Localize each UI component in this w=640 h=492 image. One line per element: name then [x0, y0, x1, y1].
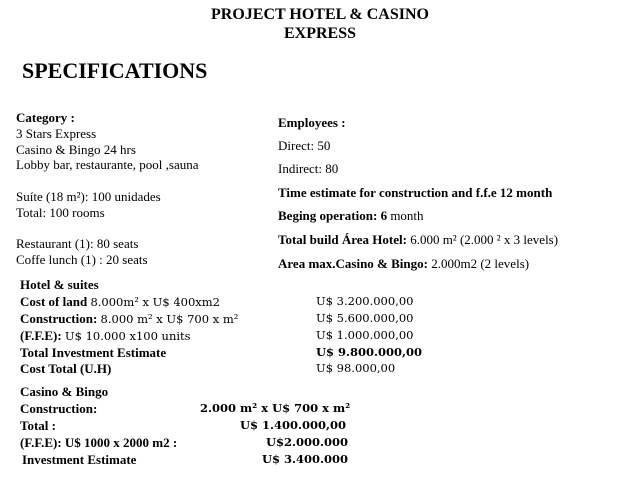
casino-area-value: 2.000m2 (2 levels): [431, 256, 530, 271]
time-estimate: Time estimate for construction and f.f.e 12 month: [278, 185, 553, 200]
hotel-total-label: Total Investment Estimate: [20, 345, 167, 360]
employees-indirect: Indirect: 80: [278, 161, 339, 176]
land-cost-row: [20, 294, 220, 310]
document-title-line1: PROJECT HOTEL & CASINO: [211, 6, 429, 23]
casino-construction-label: Construction:: [20, 401, 98, 416]
begin-operation: [278, 208, 424, 223]
total-rooms: Total: 100 rooms: [16, 205, 105, 220]
hotel-heading: Hotel & suites: [20, 277, 99, 292]
hotel-construction-label: Construction:: [20, 311, 98, 326]
hotel-ffe-row: [20, 328, 191, 344]
category-line: Lobby bar, restaurante, pool ,sauna: [16, 157, 199, 172]
casino-construction-calc: 2.000 m² x U$ 700 x m²: [200, 401, 351, 415]
suite-info: Suíte (18 m²): 100 unidades: [16, 189, 161, 204]
casino-investment-value: U$ 3.400.000: [262, 452, 349, 466]
hotel-construction-calc: 8.000 m² x U$ 700 x m²: [100, 312, 239, 326]
hotel-ffe-value: U$ 1.000.000,00: [316, 328, 414, 342]
category-line: 3 Stars Express: [16, 126, 97, 141]
cost-total-value: U$ 98.000,00: [316, 361, 396, 375]
begin-operation-label: Beging operation:: [278, 208, 378, 223]
cost-total-label: Cost Total (U.H): [20, 361, 112, 376]
build-area: [278, 232, 558, 247]
casino-heading: Casino & Bingo: [20, 384, 109, 399]
hotel-ffe-label: (F.F.E):: [20, 328, 62, 343]
land-cost-label: Cost of land: [20, 294, 88, 309]
hotel-total-value: U$ 9.800.000,00: [316, 345, 423, 359]
casino-investment-label: Investment Estimate: [22, 452, 137, 467]
category-line: Casino & Bingo 24 hrs: [16, 142, 136, 157]
build-area-value: 6.000 m² (2.000 ² x 3 levels): [410, 232, 559, 247]
casino-ffe-label: (F.F.E): U$ 1000 x 2000 m2 :: [20, 435, 178, 450]
section-heading: SPECIFICATIONS: [22, 58, 208, 83]
casino-area-label: Area max.Casino & Bingo:: [278, 256, 428, 271]
casino-area: [278, 256, 529, 271]
employees-heading: Employees :: [278, 115, 346, 130]
hotel-construction-value: U$ 5.600.000,00: [316, 311, 414, 325]
hotel-construction-row: [20, 311, 238, 327]
land-cost-value: U$ 3.200.000,00: [316, 294, 414, 308]
land-cost-calc: 8.000m² x U$ 400xm2: [90, 295, 220, 309]
begin-operation-unit: month: [390, 208, 424, 223]
casino-ffe-value: U$2.000.000: [266, 435, 349, 449]
document-title-line2: EXPRESS: [283, 25, 357, 42]
build-area-label: Total build Área Hotel:: [278, 232, 407, 247]
category-heading: Category :: [16, 110, 75, 125]
casino-total-label: Total :: [20, 418, 56, 433]
restaurant-info: Restaurant (1): 80 seats: [16, 236, 139, 251]
hotel-ffe-calc: U$ 10.000 x100 units: [64, 329, 191, 343]
begin-operation-value: 6: [380, 208, 388, 223]
employees-direct: Direct: 50: [278, 138, 331, 153]
casino-total-value: U$ 1.400.000,00: [240, 418, 347, 432]
coffee-info: Coffe lunch (1) : 20 seats: [16, 252, 148, 267]
